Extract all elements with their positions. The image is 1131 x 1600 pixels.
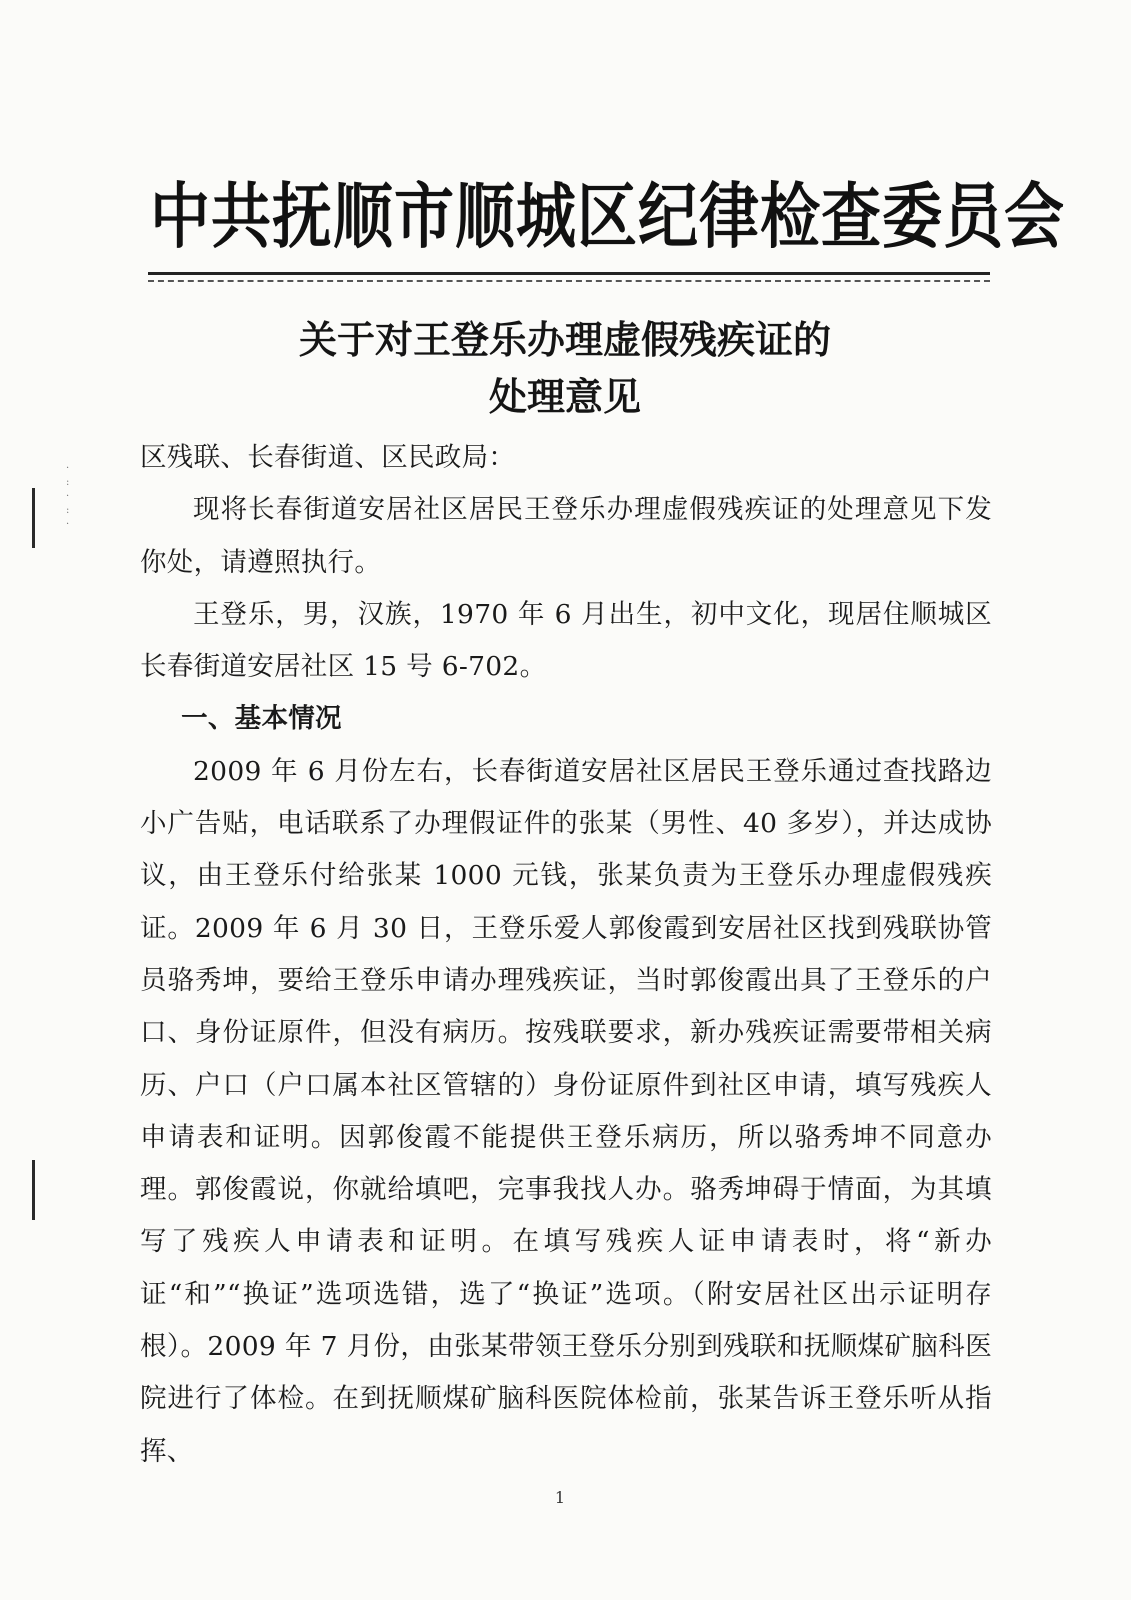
document-body	[140, 432, 992, 1478]
subject-info-paragraph: 王登乐，男，汉族，1970 年 6 月出生，初中文化，现居住顺城区长春街道安居社区 15 号 6-702。	[140, 598, 992, 683]
scan-mark-left-bottom	[32, 1160, 35, 1220]
recipients: 区残联、长春街道、区民政局：	[140, 442, 516, 473]
document-title-line2: 处理意见	[488, 375, 641, 419]
document-title-line1: 关于对王登乐办理虚假残疾证的	[298, 318, 831, 362]
letterhead-title: 中共抚顺市顺城区纪律检查委员会	[150, 175, 1065, 259]
letterhead-rule-thin	[148, 280, 990, 282]
scan-specks: · : · : ·	[66, 463, 70, 530]
section-body-basic-situation: 2009 年 6 月份左右，长春街道安居社区居民王登乐通过查找路边小广告贴，电话联系了办理假证件的张某（男性、40 多岁），并达成协议，由王登乐付给张某 1000 元钱，张某负责为王登乐办理虚假残疾证。2009 年 6 月 30 日，王登乐爱人郭俊霞到安居社区找到残联协管员骆秀坤，要给王登乐申请办理残疾证，当时郭俊霞出具了王登乐的户口、身份证原件，但没有病历。按残联要求，新办残疾证需要带相关病历、户口（户口属本社区管辖的）身份证原件到社区申请，填写残疾人申请表和证明。因郭俊霞不能提供王登乐病历，所以骆秀坤不同意办理。郭俊霞说，你就给填吧，完事我找人办。骆秀坤碍于情面，为其填写了残疾人申请表和证明。在填写残疾人证申请表时，将“新办证“和”“换证”选项选错，选了“换证”选项。（附安居社区出示证明存根）。2009 年 7 月份，由张某带领王登乐分别到残联和抚顺煤矿脑科医院进行了体检。在到抚顺煤矿脑科医院体检前，张某告诉王登乐听从指挥、	[140, 755, 992, 1467]
page-number: 1	[554, 1488, 566, 1507]
letterhead-rule-thick	[148, 272, 990, 275]
scan-mark-left-top	[32, 488, 35, 548]
section-heading-basic-situation: 一、基本情况	[181, 703, 342, 735]
intro-paragraph: 现将长春街道安居社区居民王登乐办理虚假残疾证的处理意见下发你处，请遵照执行。	[140, 494, 992, 578]
